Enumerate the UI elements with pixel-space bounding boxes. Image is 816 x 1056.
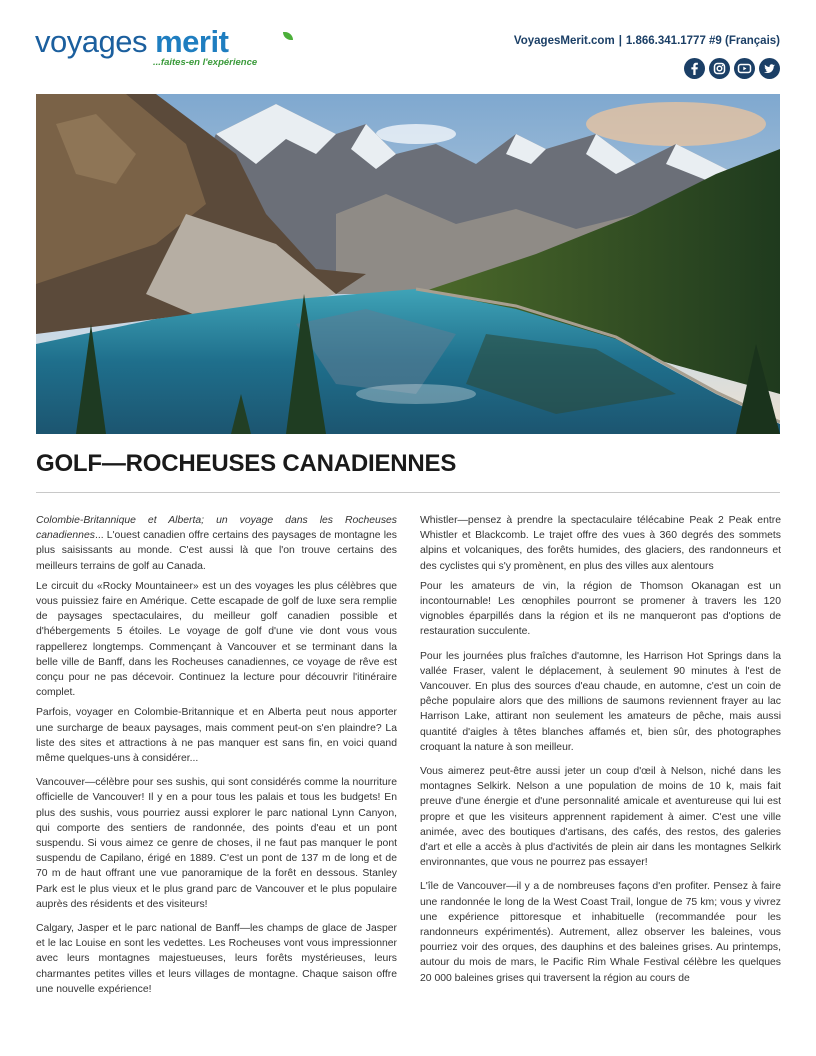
logo-word-merit: merit — [155, 24, 229, 59]
intro-paragraph — [36, 513, 397, 574]
logo-word-voyages: voyages — [35, 24, 147, 59]
lake-mountain-illustration — [36, 94, 780, 434]
paragraph-whistler: Whistler—pensez à prendre la spectaculaire télécabine Peak 2 Peak entre Whistler et Blackcomb. Le trajet offre des vues à 360 degrés des sommets alpins et volcaniques, des forêts humides, des glaciers, des randonneurs et des cyclistes qui s'y promènent, en plus des villes aux alentours — [420, 515, 781, 572]
paragraph-ile-vancouver: L'île de Vancouver—il y a de nombreuses façons d'en profiter. Pensez à faire une randonnée le long de la West Coast Trail, longue de 75 km; vous y vivrez une expérience pittoresque et inhabituelle (recommandée pour les randonneurs expérimentés). Autrement, allez observer les baleines, vous pourriez voir des orques, des dauphins et des baleines grises. Au printemps, autour du mois de mars, le Pacific Rim Whale Festival célèbre les quelques 20 000 baleines grises qui traversent la région au cours de — [420, 881, 781, 984]
contact-line — [514, 35, 780, 47]
title-divider — [36, 492, 780, 493]
paragraph-okanagan: Pour les amateurs de vin, la région de Thomson Okanagan est un incontournable! Les œnophiles pourront se promener à travers les 120 vignobles éparpillés dans la région et ils ne manqueront pas d'options de restauration succulente. — [420, 580, 781, 638]
brand-logo[interactable] — [35, 26, 275, 74]
hero-photo — [36, 94, 780, 434]
facebook-icon[interactable] — [684, 58, 705, 79]
social-icons — [684, 58, 780, 79]
intro-italic: Colombie-Britannique et Alberta; un voyage dans les Rocheuses canadiennes — [36, 515, 397, 542]
instagram-icon[interactable] — [709, 58, 730, 79]
left-column — [36, 513, 397, 1002]
right-column — [420, 513, 781, 991]
page-title: GOLF—ROCHEUSES CANADIENNES — [36, 450, 457, 477]
leaf-icon — [283, 32, 293, 40]
paragraph-harrison: Pour les journées plus fraîches d'automne, les Harrison Hot Springs dans la vallée Fraser, valent le déplacement, à seulement 90 minutes à l'est de Vancouver. En plus des sources d'eau chaude, en automne, c'est un coin de pêche populaire alors que des millions de saumons reviennent frayer au lac Harrison Lake, attirant non seulement les amateurs de pêche, mais aussi quantité d'aigles à têtes blanches affamés et, bien sûr, des photographes croquant la nature à son meilleur. — [420, 650, 781, 753]
phone-number[interactable]: 1.866.341.1777 #9 (Français) — [625, 35, 780, 47]
paragraph-rocky-mountaineer: Le circuit du «Rocky Mountaineer» est un des voyages les plus célèbres que vous puissiez faire en Amérique. Cette escapade de golf de luxe sera remplie de paysages spectaculaires, du meilleur golf canadien possible et d'hébergements 5 étoiles. Le voyage de golf d'une vie dont vous vous rappellerez longtemps. Commençant à Vancouver et se terminant dans la belle ville de Banff, dans les Rocheuses canadiennes, ce voyage de rêve est conçu pour ne pas décevoir. Continuez la lecture pour découvrir l'itinéraire complet. — [36, 580, 397, 699]
website-link[interactable]: VoyagesMerit.com — [513, 35, 615, 47]
logo-wordmark — [35, 26, 275, 58]
logo-tagline: ...faites-en l'expérience — [153, 57, 258, 68]
contact-separator: | — [618, 35, 622, 47]
youtube-icon[interactable] — [734, 58, 755, 79]
paragraph-nelson: Vous aimerez peut-être aussi jeter un coup d'œil à Nelson, niché dans les montagnes Selkirk. Nelson a une population de moins de 10 k, mais fait preuve d'une énergie et d'une personnalité amicale et aventureuse qui lui est propre et que les visiteurs apprennent rapidement à aimer. C'est une ville animée, avec des boutiques d'artisans, des cafés, des restos, des galeries d'art et elle a accès à plus d'activités de plein air dans les montagnes Selkirk environnantes, que vous ne pourrez pas essayer! — [420, 766, 781, 869]
paragraph-paysages: Parfois, voyager en Colombie-Britannique et en Alberta peut nous apporter une surcharge de beaux paysages, mais comment peut-on s'en plaindre? La liste des sites et attractions à ne pas manquer est sans fin, en voici quand même quelques-uns à considérer... — [36, 707, 397, 765]
paragraph-calgary-banff: Calgary, Jasper et le parc national de Banff—les champs de glace de Jasper et le lac Louise en sont les vedettes. Les Rocheuses vont vous impressionner avec leurs montagnes majestueuses, leurs forêts mystérieuses, leurs charmantes petites villes et leurs villages de montagne. Chaque saison offre une nouvelle expérience! — [36, 923, 397, 995]
intro-text: ... L'ouest canadien offre certains des paysages de montagne les plus saisissants au monde. C'est aussi là que l'on trouve certains des meilleurs terrains de golf au Canada. — [36, 530, 397, 572]
paragraph-vancouver: Vancouver—célèbre pour ses sushis, qui sont considérés comme la nourriture officielle de Vancouver! Il y en a pour tous les palais et tous les budgets! En plus des sushis, vous pourriez aussi explorer le parc national Lynn Canyon, qui comporte des sentiers de randonnée, des points d'eau et un pont suspendu. Si vous aimez ce genre de choses, il ne faut pas manquer le pont suspendu de Capilano, érigé en 1889. C'est un pont de 137 m de long et de 70 m de haut offrant une vue panoramique de la forêt en dessous. Stanley Park est le plus vieux et le plus grand parc de Vancouver et le plus populaire auprès des résidents et des visiteurs! — [36, 777, 397, 910]
twitter-icon[interactable] — [759, 58, 780, 79]
